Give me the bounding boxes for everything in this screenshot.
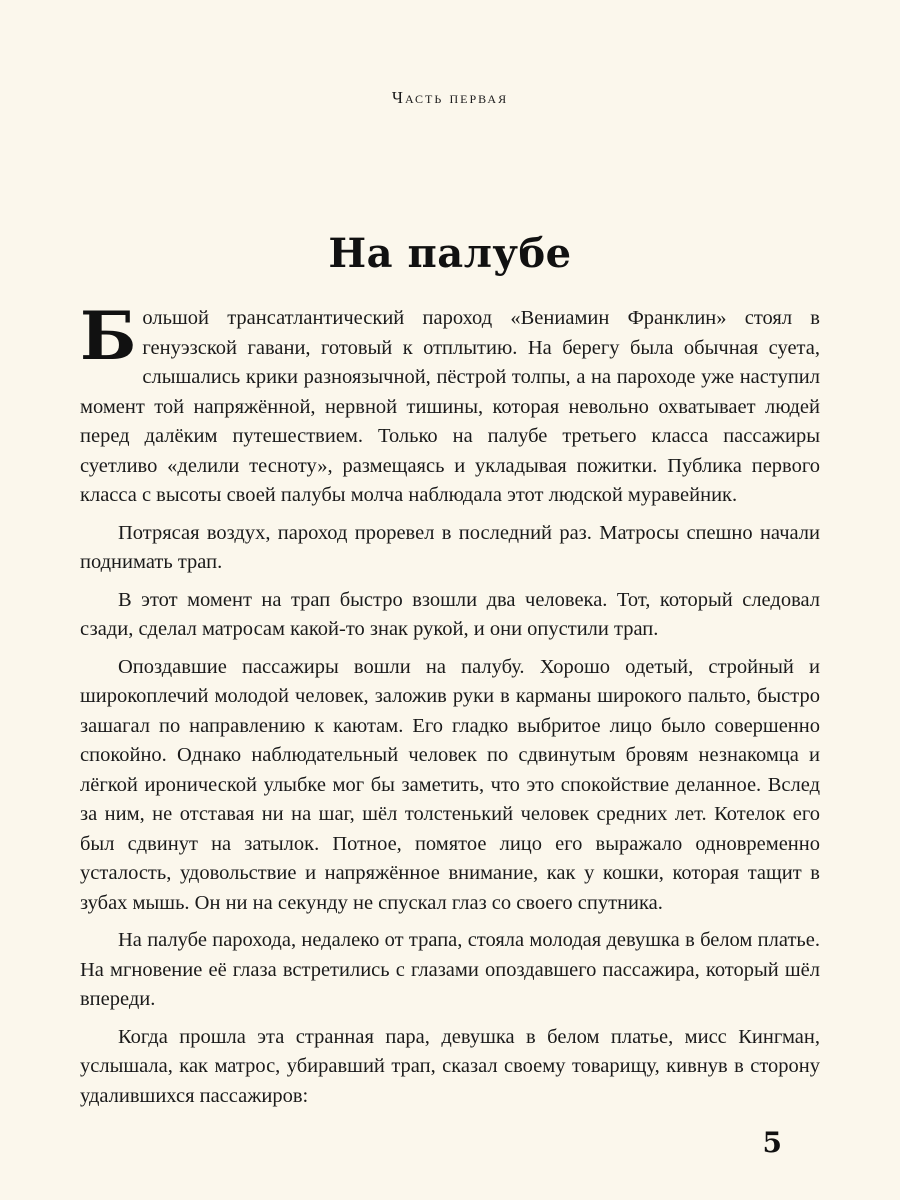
paragraph-2: Потрясая воздух, пароход проревел в последний раз. Матросы спешно начали поднимать трап. bbox=[80, 521, 820, 573]
paragraph-1-text: ольшой трансатлантический пароход «Вениамин Франклин» стоял в генуэзской гавани, готовый к отплытию. На берегу была обычная суета, слышались крики разноязычной, пёстрой толпы, а на пароходе уже наступил момент той напряжённой, нервной тишины, которая невольно охватывает людей перед далёким путешествием. Только на палубе третьего класса пассажиры суетливо «делили тесноту», размещаясь и укладывая пожитки. Публика первого класса с высоты своей палубы молча наблюдала этот людской муравейник. bbox=[80, 307, 820, 506]
paragraph-1 bbox=[80, 297, 820, 511]
paragraph-4: Опоздавшие пассажиры вошли на палубу. Хорошо одетый, стройный и широкоплечий молодой человек, заложив руки в карманы широкого пальто, быстро зашагал по направлению к каютам. Его гладко выбритое лицо было совершенно спокойно. Однако наблюдательный человек по сдвинутым бровям незнакомца и лёгкой иронической улыбке мог бы заметить, что это спокойствие деланное. Вслед за ним, не отставая ни на шаг, шёл толстенький человек средних лет. Котелок его был сдвинут на затылок. Потное, помятое лицо его выражало одновременно усталость, удовольствие и напряжённое внимание, как у кошки, которая тащит в зубах мышь. Он ни на секунду не спускал глаз со своего спутника. bbox=[80, 655, 820, 914]
chapter-body bbox=[80, 297, 820, 1119]
running-head: Часть первая bbox=[391, 88, 509, 107]
chapter-title: На палубе bbox=[328, 230, 572, 277]
paragraph-6: Когда прошла эта странная пара, девушка в белом платье, мисс Кингман, услышала, как матрос, убиравший трап, сказал своему товарищу, кивнув в сторону удалившихся пассажиров: bbox=[80, 1025, 820, 1107]
drop-cap: Б bbox=[80, 297, 137, 375]
paragraph-3: В этот момент на трап быстро взошли два человека. Тот, который следовал сзади, сделал матросам какой-то знак рукой, и они опустили трап. bbox=[80, 588, 820, 640]
paragraph-5: На палубе парохода, недалеко от трапа, стояла молодая девушка в белом платье. На мгновение её глаза встретились с глазами опоздавшего пассажира, который шёл впереди. bbox=[80, 929, 820, 1010]
page-number: 5 bbox=[762, 1126, 782, 1159]
